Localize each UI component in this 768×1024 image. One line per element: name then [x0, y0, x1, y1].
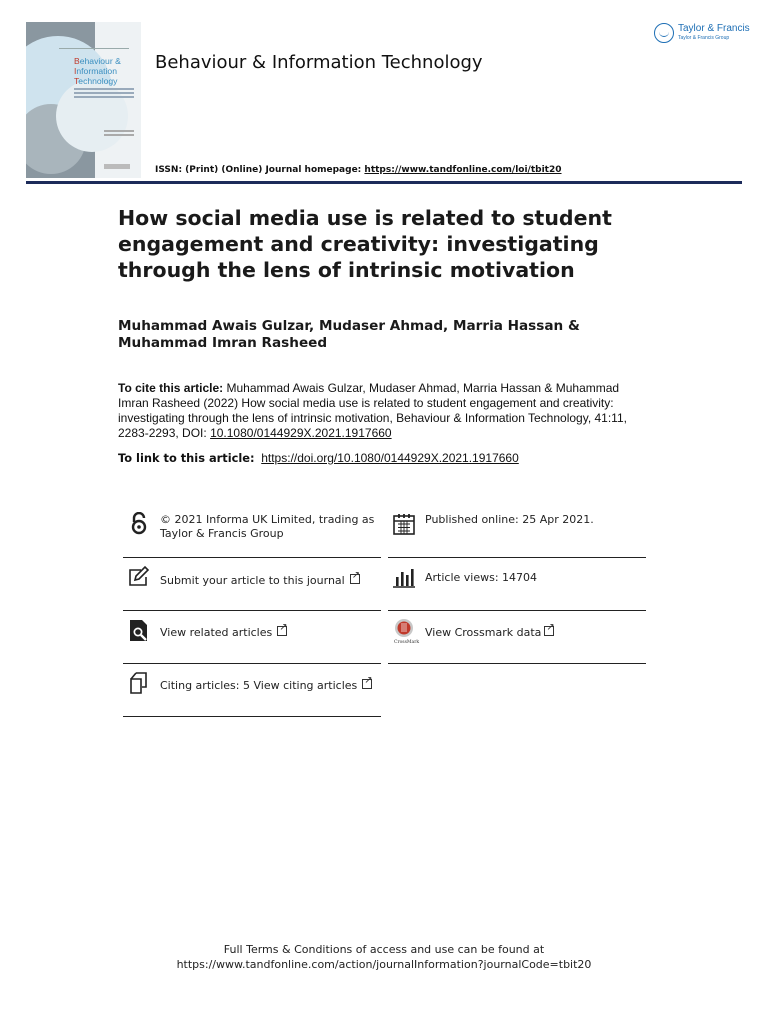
journal-title: Behaviour & Information Technology — [155, 52, 483, 73]
citing-articles-link[interactable] — [160, 679, 375, 693]
doi-link[interactable]: 10.1080/0144929X.2021.1917660 — [210, 426, 392, 440]
journal-homepage-link[interactable]: https://www.tandfonline.com/loi/tbit20 — [364, 165, 562, 175]
submit-label: Submit your article to this journal — [160, 574, 345, 587]
article-views: Article views: 14704 — [425, 571, 538, 584]
related-cell[interactable] — [123, 612, 381, 664]
header-divider — [26, 181, 742, 184]
external-link-icon — [350, 574, 360, 584]
citing-articles-icon — [127, 671, 151, 695]
related-label: View related articles — [160, 626, 273, 639]
copyright-text: © 2021 Informa UK Limited, trading as Taylor & Francis Group — [160, 513, 375, 540]
submit-article-link[interactable] — [160, 574, 375, 588]
crossmark-small-label: CrossMark — [394, 640, 420, 645]
cover-title-line-3: echnology — [78, 76, 118, 86]
article-link-line — [118, 451, 519, 465]
open-access-icon — [127, 512, 151, 536]
external-link-icon — [362, 679, 372, 689]
link-label: To link to this article: — [118, 451, 255, 465]
edit-icon — [127, 565, 151, 589]
crossmark-icon — [392, 618, 416, 642]
view-related-link[interactable] — [160, 626, 375, 640]
citation-block — [118, 381, 648, 441]
issn-label: ISSN: (Print) (Online) Journal homepage: — [155, 165, 362, 175]
publisher-group: Taylor & Francis Group — [678, 35, 730, 41]
calendar-icon — [392, 512, 416, 536]
cite-text: Muhammad Awais Gulzar, Mudaser Ahmad, Marria Hassan & Muhammad Imran Rasheed (2022) How social media use is related to student engagement and creativity: investigating through the lens of intrinsic motivation, Behaviour & Information Technology, 41:11, 2283-2293, DOI: — [118, 381, 627, 440]
citing-label: Citing articles: 5 View citing articles — [160, 679, 358, 692]
issn-line — [155, 165, 562, 175]
article-authors: Muhammad Awais Gulzar, Mudaser Ahmad, Marria Hassan & Muhammad Imran Rasheed — [118, 318, 580, 351]
published-date: Published online: 25 Apr 2021. — [425, 513, 594, 526]
open-access-cell — [123, 506, 381, 558]
wave-icon — [654, 23, 674, 43]
external-link-icon — [277, 626, 287, 636]
submit-cell[interactable] — [123, 559, 381, 611]
taylor-francis-logo[interactable] — [654, 22, 750, 46]
external-link-icon — [544, 626, 554, 636]
cite-label: To cite this article: — [118, 381, 224, 395]
citing-cell[interactable] — [123, 665, 381, 717]
cover-title-line-2: nformation — [76, 66, 117, 76]
view-crossmark-link[interactable] — [425, 626, 640, 640]
related-articles-icon — [127, 618, 151, 642]
crossmark-label: View Crossmark data — [425, 626, 542, 639]
article-doi-url[interactable]: https://doi.org/10.1080/0144929X.2021.1917660 — [261, 451, 519, 465]
footer-line-1: Full Terms & Conditions of access and use can be found at — [223, 943, 545, 956]
bar-chart-icon — [392, 565, 416, 589]
publisher-name: Taylor & Francis — [678, 23, 750, 34]
cover-title: Behaviour & Information Technology — [74, 56, 121, 86]
terms-footer — [0, 942, 768, 972]
published-cell — [388, 506, 646, 558]
footer-terms-url[interactable]: https://www.tandfonline.com/action/journalInformation?journalCode=tbit20 — [176, 958, 592, 971]
journal-cover-image — [26, 22, 141, 178]
crossmark-cell[interactable] — [388, 612, 646, 664]
article-title: How social media use is related to student engagement and creativity: investigating through the lens of intrinsic motivation — [118, 206, 612, 282]
views-cell — [388, 559, 646, 611]
cover-title-line-1: ehaviour & — [79, 56, 121, 66]
